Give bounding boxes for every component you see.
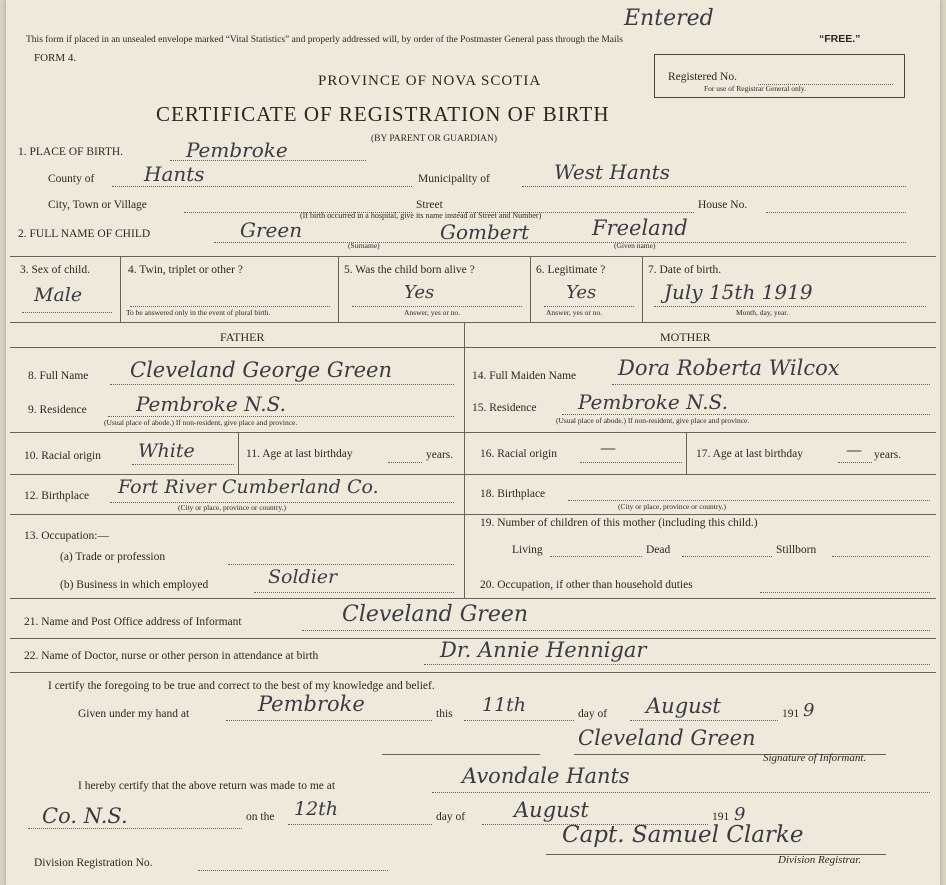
street-label: Street [416, 199, 443, 211]
city-label: City, Town or Village [48, 199, 147, 211]
twin-label: 4. Twin, triplet or other ? [128, 264, 243, 276]
mail-notice: This form if placed in an unsealed envelope marked “Vital Statistics” and properly addressed will, by order of the Postmaster General pass through the Mails [26, 35, 623, 45]
father-name-value: Cleveland George Green [130, 358, 393, 382]
registrar-statement: I hereby certify that the above return was made to me at [78, 780, 336, 792]
children-count-label: 19. Number of children of this mother (including this child.) [480, 517, 758, 529]
municipality-label: Municipality of [418, 173, 490, 185]
alive-value: Yes [404, 282, 435, 303]
father-name-label: 8. Full Name [28, 370, 89, 382]
hospital-note: (If birth occurred in a hospital, give its name instead of Street and Number) [300, 211, 542, 220]
mother-heading: MOTHER [660, 330, 711, 344]
subtitle: (BY PARENT OR GUARDIAN) [371, 134, 498, 144]
father-birthplace-label: 12. Birthplace [24, 490, 90, 502]
mother-years-label: years. [874, 449, 902, 461]
legitimate-label: 6. Legitimate ? [536, 264, 606, 276]
doctor-label: 22. Name of Doctor, nurse or other person in attendance at birth [24, 650, 319, 662]
mother-birthplace-label: 18. Birthplace [480, 488, 546, 500]
business-label: (b) Business in which employed [60, 579, 209, 591]
registered-note: For use of Registrar General only. [704, 84, 806, 93]
father-residence-label: 9. Residence [28, 404, 87, 416]
house-label: House No. [698, 199, 748, 211]
registrar-signature: Capt. Samuel Clarke [562, 822, 804, 848]
registered-label: Registered No. [668, 71, 737, 83]
certify-day-value: 11th [482, 694, 527, 716]
municipality-value: West Hants [554, 160, 670, 184]
informant-signature: Cleveland Green [578, 726, 756, 750]
place-of-birth-value: Pembroke [186, 138, 288, 162]
father-racial-value: White [138, 440, 195, 462]
county-label: County of [48, 173, 95, 185]
doctor-value: Dr. Annie Hennigar [440, 638, 647, 662]
child-given-value: Freeland [592, 216, 688, 240]
alive-note: Answer, yes or no. [404, 308, 461, 317]
child-name-label: 2. FULL NAME OF CHILD [18, 228, 151, 240]
date-of-birth-value: July 15th 1919 [664, 280, 813, 304]
date-note: Month, day, year. [736, 308, 789, 317]
mother-residence-label: 15. Residence [472, 402, 537, 414]
informant-value: Cleveland Green [342, 602, 529, 627]
certify-statement: I certify the foregoing to be true and correct to the best of my knowledge and belief. [48, 680, 435, 692]
mother-abode-note: (Usual place of abode.) If non-resident, give place and province. [556, 416, 750, 425]
registrar-place-value: Avondale Hants [462, 764, 630, 788]
form-number: FORM 4. [34, 52, 77, 64]
this-label: this [436, 708, 453, 720]
given-under-hand-label: Given under my hand at [78, 708, 190, 720]
father-heading: FATHER [220, 330, 265, 344]
mother-name-label: 14. Full Maiden Name [472, 370, 577, 382]
day-of-label: day of [578, 708, 608, 720]
informant-label: 21. Name and Post Office address of Informant [24, 616, 242, 628]
mother-occupation-label: 20. Occupation, if other than household duties [480, 579, 693, 591]
father-birthplace-note: (City or place, province or country.) [178, 503, 287, 512]
province-heading: PROVINCE OF NOVA SCOTIA [318, 73, 542, 89]
legitimate-note: Answer, yes or no. [546, 308, 603, 317]
surname-caption: (Surname) [348, 241, 380, 250]
mother-racial-value: — [600, 438, 616, 457]
certify-year-prefix: 191 [782, 708, 800, 720]
registrar-month-value: August [514, 798, 589, 822]
registrar-year-prefix: 191 [712, 811, 730, 823]
place-of-birth-label: 1. PLACE OF BIRTH. [18, 146, 124, 158]
father-racial-label: 10. Racial origin [24, 450, 101, 462]
on-the-label: on the [246, 811, 275, 823]
father-years-label: years. [426, 449, 454, 461]
father-residence-value: Pembroke N.S. [136, 392, 286, 416]
entered-stamp: Entered [624, 6, 714, 31]
free-label: “FREE.” [819, 33, 861, 45]
sex-label: 3. Sex of child. [20, 264, 90, 276]
sex-value: Male [34, 284, 83, 306]
registrar-day-of-label: day of [436, 811, 466, 823]
registrar-year-value: 9 [734, 804, 746, 825]
trade-label: (a) Trade or profession [60, 551, 166, 563]
county-value: Hants [144, 162, 205, 186]
mother-age-label: 17. Age at last birthday [696, 448, 803, 460]
date-of-birth-label: 7. Date of birth. [648, 264, 722, 276]
mother-residence-value: Pembroke N.S. [578, 390, 728, 414]
child-surname-value: Green [240, 218, 303, 242]
mother-age-value: — [846, 440, 862, 459]
page-title: CERTIFICATE OF REGISTRATION OF BIRTH [156, 102, 610, 126]
registrar-place-line2: Co. N.S. [42, 804, 128, 828]
father-abode-note: (Usual place of abode.) If non-resident, give place and province. [104, 418, 298, 427]
given-place-value: Pembroke [258, 692, 365, 716]
mother-birthplace-note: (City or place, province or country.) [618, 502, 727, 511]
certify-year-value: 9 [803, 700, 815, 721]
certify-month-value: August [646, 694, 721, 718]
twin-note: To be answered only in the event of plural birth. [126, 308, 271, 317]
signature-of-informant-label: Signature of Informant. [763, 752, 867, 764]
occupation-label: 13. Occupation:— [24, 530, 109, 542]
dead-label: Dead [646, 544, 671, 556]
birth-certificate-document [6, 0, 940, 885]
division-registrar-label: Division Registrar. [778, 854, 862, 866]
living-label: Living [512, 544, 543, 556]
registrar-day-value: 12th [294, 798, 339, 820]
mother-racial-label: 16. Racial origin [480, 448, 557, 460]
given-name-caption: (Given name) [614, 241, 656, 250]
stillborn-label: Stillborn [776, 544, 817, 556]
alive-label: 5. Was the child born alive ? [344, 264, 475, 276]
division-registration-label: Division Registration No. [34, 857, 153, 869]
mother-name-value: Dora Roberta Wilcox [618, 356, 840, 380]
legitimate-value: Yes [566, 282, 597, 303]
father-age-label: 11. Age at last birthday [246, 448, 353, 460]
business-value: Soldier [268, 566, 338, 588]
father-birthplace-value: Fort River Cumberland Co. [118, 476, 379, 498]
child-first-value: Gombert [440, 220, 530, 244]
